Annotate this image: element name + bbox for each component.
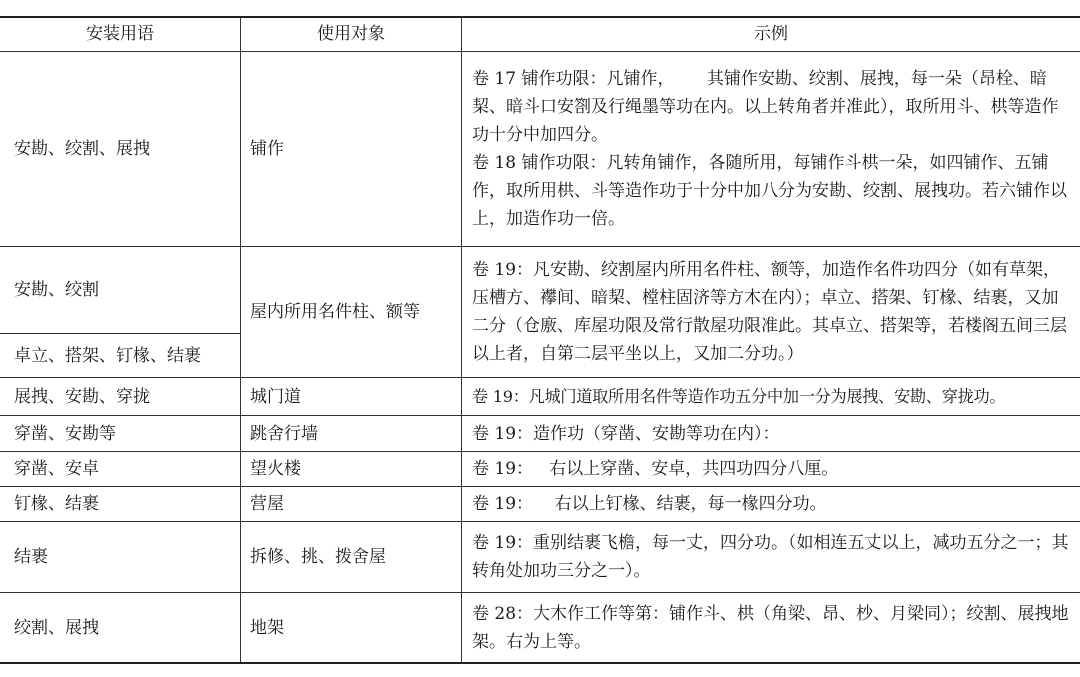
object-cell: 跳舍行墙 bbox=[250, 423, 318, 444]
example-text: 卷 17 铺作功限：凡铺作， 其铺作安勘、绞割、展拽，每一朵（昂栓、暗栔、暗斗口安劄及行绳墨等功在内。以上转角者并准此），取所用斗、栱等造作功十分中加四分。 卷 18 铺作功限：凡转角铺作，各随所用，每铺作斗栱一朵，如四铺作、五铺作，取所用栱、斗等造作功于十分中加八分为安勘、绞割、展拽功。若六铺作以上，加造作功一倍。 bbox=[472, 69, 1067, 229]
object-cell: 地架 bbox=[250, 617, 284, 638]
example-cell bbox=[472, 522, 1072, 592]
example-cell bbox=[472, 52, 1072, 246]
example-text: 卷 19： 右以上钉椽、结裹，每一椽四分功。 bbox=[472, 494, 827, 514]
term-cell: 安勘、绞割、展拽 bbox=[14, 139, 150, 159]
term-cell: 穿凿、安勘等 bbox=[14, 423, 116, 444]
object-cell: 屋内所用名件柱、额等 bbox=[250, 302, 420, 322]
example-cell bbox=[472, 452, 1072, 486]
example-cell bbox=[472, 416, 1072, 451]
example-cell bbox=[472, 378, 1072, 415]
header-object: 使用对象 bbox=[317, 24, 385, 44]
object-cell: 铺作 bbox=[250, 139, 284, 159]
header-term: 安装用语 bbox=[86, 24, 154, 44]
example-text: 卷 19：凡安勘、绞割屋内所用名件柱、额等，加造作名件功四分（如有草架，压槽方、襻间、暗栔、樘柱固济等方木在内）；卓立、搭架、钉椽、结裹，又加二分（仓廒、库屋功限及常行散屋功限准此。其卓立、搭架等，若楼阁五间三层以上者，自第二层平坐以上，又加二分功。） bbox=[472, 260, 1067, 364]
object-cell: 拆修、挑、拨舍屋 bbox=[250, 547, 386, 567]
term-cell: 卓立、搭架、钉椽、结裹 bbox=[14, 345, 201, 366]
example-text: 卷 19：造作功（穿凿、安勘等功在内）： bbox=[472, 423, 780, 444]
object-cell: 营屋 bbox=[250, 494, 284, 514]
column-divider bbox=[461, 17, 462, 662]
term-cell: 展拽、安勘、穿拢 bbox=[14, 386, 150, 407]
table-bottom-rule bbox=[0, 662, 1080, 664]
term-cell: 绞割、展拽 bbox=[14, 617, 99, 638]
object-cell: 城门道 bbox=[250, 386, 301, 407]
example-cell bbox=[472, 593, 1072, 662]
header-example: 示例 bbox=[754, 24, 788, 44]
example-cell bbox=[472, 247, 1072, 377]
example-text: 卷 19： 右以上穿凿、安卓，共四功四分八厘。 bbox=[472, 459, 839, 479]
column-divider bbox=[240, 17, 241, 662]
term-cell: 穿凿、安卓 bbox=[14, 459, 99, 479]
term-cell: 安勘、绞割 bbox=[14, 280, 99, 300]
example-text: 卷 28：大木作工作等第：铺作斗、栱（角梁、昂、杪、月梁同）；绞割、展拽地架。右为上等。 bbox=[472, 603, 1069, 652]
object-cell: 望火楼 bbox=[250, 459, 301, 479]
example-text: 卷 19：凡城门道取所用名件等造作功五分中加一分为展拽、安勘、穿拢功。 bbox=[472, 386, 1006, 406]
example-text: 卷 19：重别结裹飞檐，每一丈，四分功。（如相连五丈以上，减功五分之一；其转角处加功三分之一）。 bbox=[472, 533, 1069, 581]
term-cell: 钉椽、结裹 bbox=[14, 494, 99, 514]
term-cell: 结裹 bbox=[14, 547, 48, 567]
example-cell bbox=[472, 487, 1072, 521]
